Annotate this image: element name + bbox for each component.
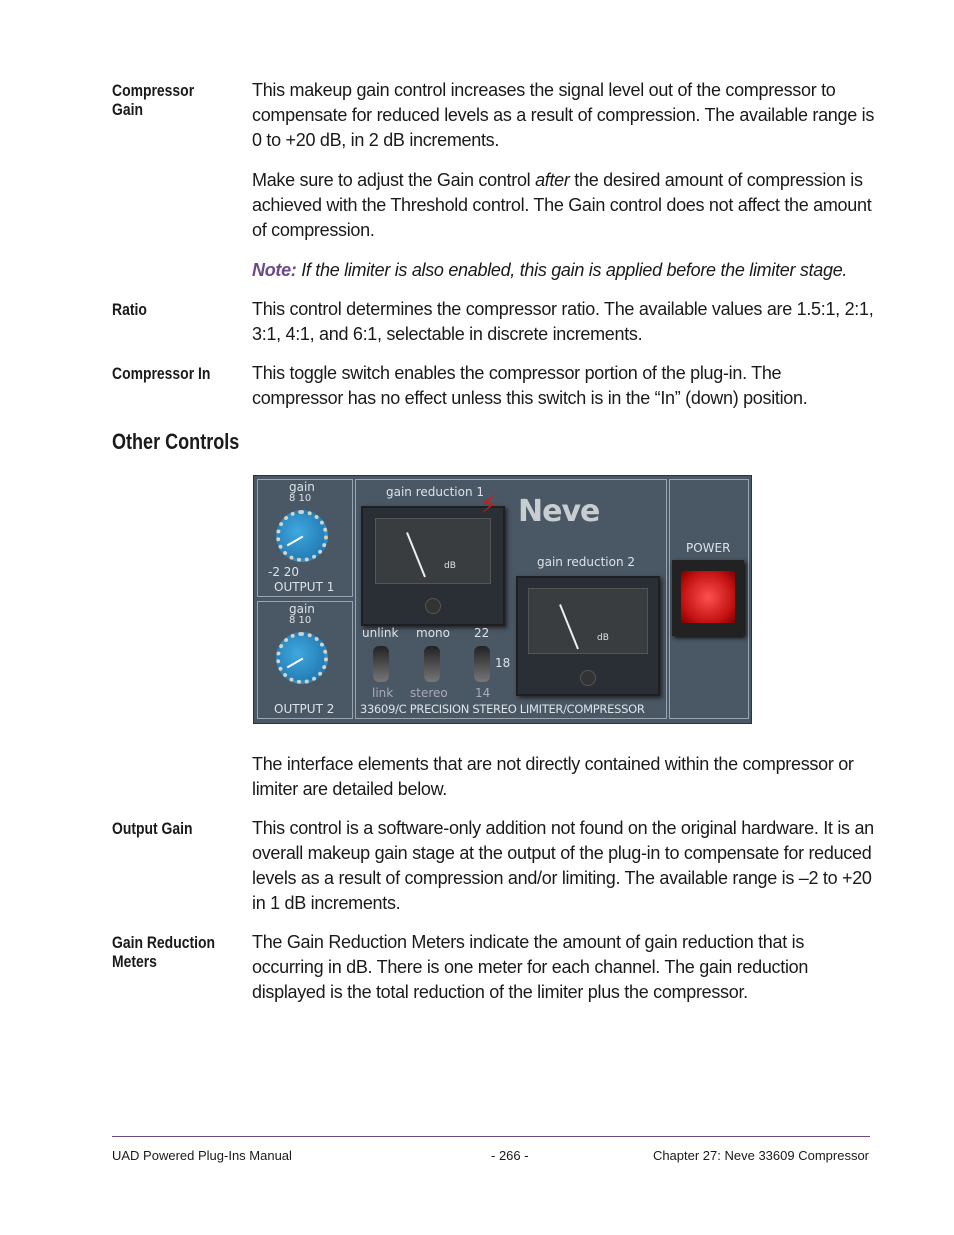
text: the desired amount of compression is achieved with the Threshold control. The Gain control does not affect the amount of compression. — [252, 170, 872, 240]
gr2-label: gain reduction 2 — [537, 555, 636, 569]
footer-page-number: - 266 - — [491, 1148, 529, 1163]
gr1-label: gain reduction 1 — [386, 485, 485, 499]
release-22: 22 — [474, 626, 490, 640]
meter-screw — [580, 670, 596, 686]
output1-label: OUTPUT 1 — [274, 580, 335, 594]
gain-reduction-meters-row — [112, 930, 874, 1005]
mono-label: mono — [416, 626, 450, 640]
intro-text: The interface elements that are not directly contained within the compressor or limiter are detailed below. — [252, 754, 854, 799]
compressor-gain-desc: This makeup gain control increases the signal level out of the compressor to compensate for reduced levels as a result of compression. The available range is 0 to +20 dB, in 2 dB increments. — [252, 80, 875, 150]
neve-plugin-image — [253, 475, 752, 724]
release-toggle[interactable] — [474, 646, 490, 682]
scale: 8 10 — [289, 493, 312, 504]
compressor-gain-row — [112, 78, 874, 283]
term-compressor-in: Compressor In — [112, 364, 211, 383]
output2-gain-knob[interactable] — [276, 632, 328, 684]
compressor-gain-desc-2 — [252, 168, 874, 243]
release-14: 14 — [475, 686, 491, 700]
scale: -2 20 — [268, 565, 300, 579]
meter-screw — [425, 598, 441, 614]
link-toggle[interactable] — [373, 646, 389, 682]
footer-chapter: Chapter 27: Neve 33609 Compressor — [652, 1148, 869, 1163]
output1-gain-knob[interactable] — [276, 510, 328, 562]
scale: 8 10 — [289, 615, 312, 626]
meter-face — [375, 518, 491, 584]
note-text: If the limiter is also enabled, this gain is applied before the limiter stage. — [296, 260, 848, 280]
footer-divider — [112, 1136, 870, 1137]
gain-reduction-meters-desc: The Gain Reduction Meters indicate the amount of gain reduction that is occurring in dB. There is one meter for each channel. The gain reduction displayed is the total reduction of the limiter plus the compressor. — [252, 932, 809, 1002]
text: Make sure to adjust the Gain control — [252, 170, 536, 190]
gain-reduction-meter-1 — [361, 506, 505, 626]
note-label: Note: — [252, 260, 297, 280]
gain-label: gain — [289, 602, 315, 616]
stereo-toggle[interactable] — [424, 646, 440, 682]
unlink-label: unlink — [362, 626, 399, 640]
ratio-desc: This control determines the compressor ratio. The available values are 1.5:1, 2:1, 3:1, 4:1, and 6:1, selectable in discrete increments. — [252, 299, 874, 344]
footer-manual-title: UAD Powered Plug-Ins Manual — [112, 1148, 292, 1163]
release-18: 18 — [495, 656, 511, 670]
db-label: dB — [597, 633, 609, 643]
page-content — [112, 78, 874, 1019]
ratio-row — [112, 297, 874, 347]
power-button[interactable] — [672, 560, 744, 636]
compressor-in-row — [112, 361, 874, 411]
output-gain-row — [112, 816, 874, 916]
emphasis: after — [535, 170, 570, 190]
db-label: dB — [444, 561, 456, 571]
meter-needle — [559, 604, 579, 649]
output-gain-desc: This control is a software-only addition not found on the original hardware. It is an overall makeup gain stage at the output of the plug-in to compensate for reduced levels as a result of compression and/or limiting. The available range is –2 to +20 in 1 dB increments. — [252, 818, 874, 913]
term-compressor-gain: Compressor Gain — [112, 81, 195, 119]
neve-logo: Neve — [518, 494, 600, 529]
model-label: 33609/C PRECISION STEREO LIMITER/COMPRESSOR — [360, 702, 645, 716]
stereo-label: stereo — [410, 686, 448, 700]
compressor-in-desc: This toggle switch enables the compressor portion of the plug-in. The compressor has no effect unless this switch is in the “In” (down) position. — [252, 363, 808, 408]
term-ratio: Ratio — [112, 300, 147, 319]
intro-row — [112, 752, 874, 802]
neve-logo-mark: ⚡ — [480, 490, 499, 520]
output2-label: OUTPUT 2 — [274, 702, 335, 716]
power-light — [681, 571, 735, 623]
plugin-figure — [253, 475, 874, 724]
power-label: POWER — [686, 541, 731, 555]
gain-label: gain — [289, 480, 315, 494]
gain-reduction-meter-2 — [516, 576, 660, 696]
section-heading: Other Controls — [112, 429, 240, 454]
meter-face — [528, 588, 648, 654]
term-gain-reduction-meters: Gain Reduction Meters — [112, 933, 216, 971]
meter-needle — [406, 532, 426, 577]
link-label: link — [372, 686, 394, 700]
term-output-gain: Output Gain — [112, 819, 193, 838]
note — [252, 258, 874, 283]
